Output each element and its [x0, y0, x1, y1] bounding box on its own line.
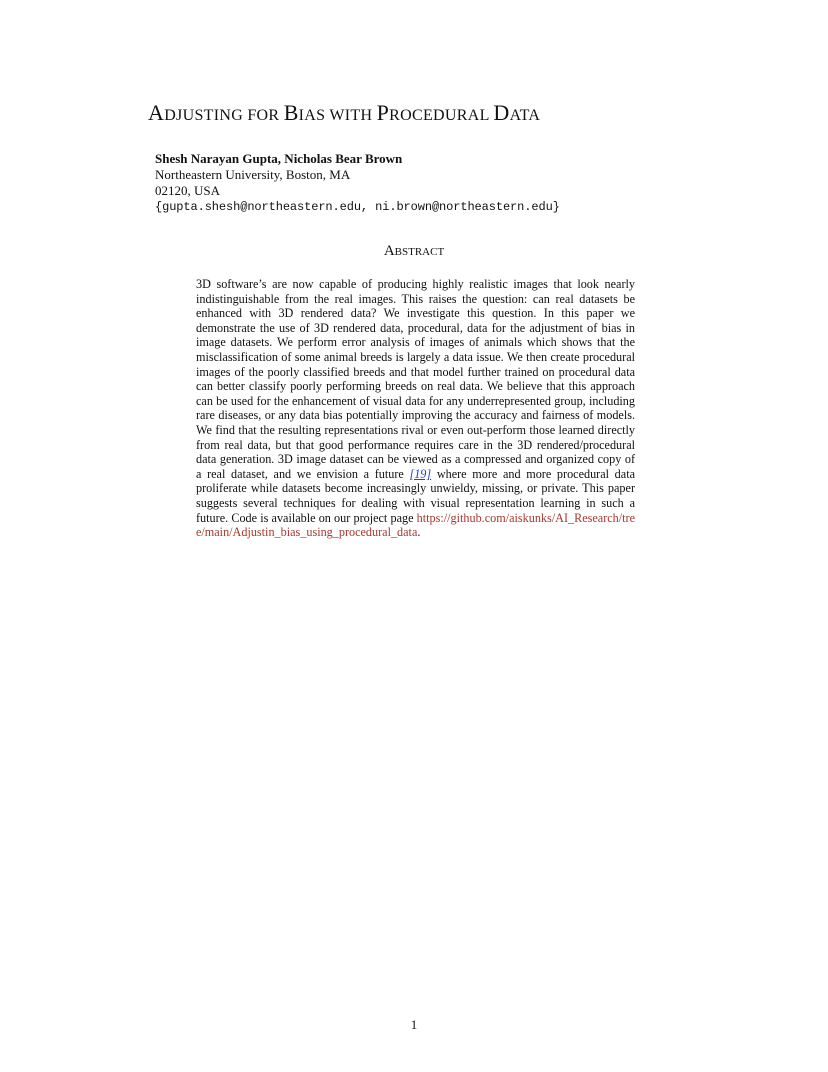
- title-rest-a: DJUSTING FOR: [164, 107, 284, 124]
- title-cap-b: B: [283, 100, 299, 125]
- abstract-heading-rest: BSTRACT: [394, 246, 445, 258]
- abstract-body: [196, 277, 635, 540]
- author-names: Shesh Narayan Gupta, Nicholas Bear Brown: [155, 151, 403, 166]
- abstract-text-part2: where more and more procedural data proliferate while datasets become increasingly unwieldy, missing, or private. This paper suggests several techniques for dealing with visual representation learning in such a future. Code is available on our project page: [196, 466, 635, 525]
- author-emails[interactable]: {gupta.shesh@northeastern.edu, ni.brown@northeastern.edu}: [155, 200, 560, 214]
- abstract-text-part1: 3D software’s are now capable of producing highly realistic images that look nearly indistinguishable from the real images. This raises the question: can real datasets be enhanced with 3D rendered data? We investigate this question. In this paper we demonstrate the use of 3D rendered data, procedural, data for the adjustment of bias in image datasets. We perform error analysis of images of animals which shows that the misclassification of some animal breeds is largely a data issue. We then create procedural images of the poorly classified breeds and that model further trained on procedural data can better classify poorly performing breeds on real data. We believe that this approach can be used for the enhancement of visual data for any underrepresented group, including rare diseases, or any data bias potentially improving the accuracy and fairness of models. We find that the resulting representations rival or even out-perform those learned directly from real data, but that good performance requires care in the 3D rendered/procedural data generation. 3D image dataset can be viewed as a compressed and organized copy of a real dataset, and we envision a future: [196, 277, 635, 481]
- abstract-heading-cap: A: [383, 243, 395, 259]
- page-number: 1: [410, 1017, 418, 1032]
- author-block: [155, 151, 560, 215]
- title-cap-p: P: [376, 100, 390, 125]
- citation-link[interactable]: [19]: [409, 466, 432, 481]
- abstract-text-end: .: [417, 525, 421, 540]
- title-rest-d: ATA: [509, 107, 541, 124]
- title-cap-d: D: [493, 100, 510, 125]
- title-rest-b: IAS WITH: [298, 107, 377, 124]
- author-postal: 02120, USA: [155, 183, 221, 198]
- code-url-link[interactable]: https://github.com/aiskunks/AI_Research/tree/main/Adjustin_bias_using_procedural_data: [196, 510, 635, 540]
- abstract-heading: [0, 243, 828, 260]
- author-affiliation: Northeastern University, Boston, MA: [155, 167, 351, 182]
- paper-title: [148, 100, 708, 126]
- title-rest-p: ROCEDURAL: [389, 107, 494, 124]
- title-cap-a: A: [148, 100, 165, 125]
